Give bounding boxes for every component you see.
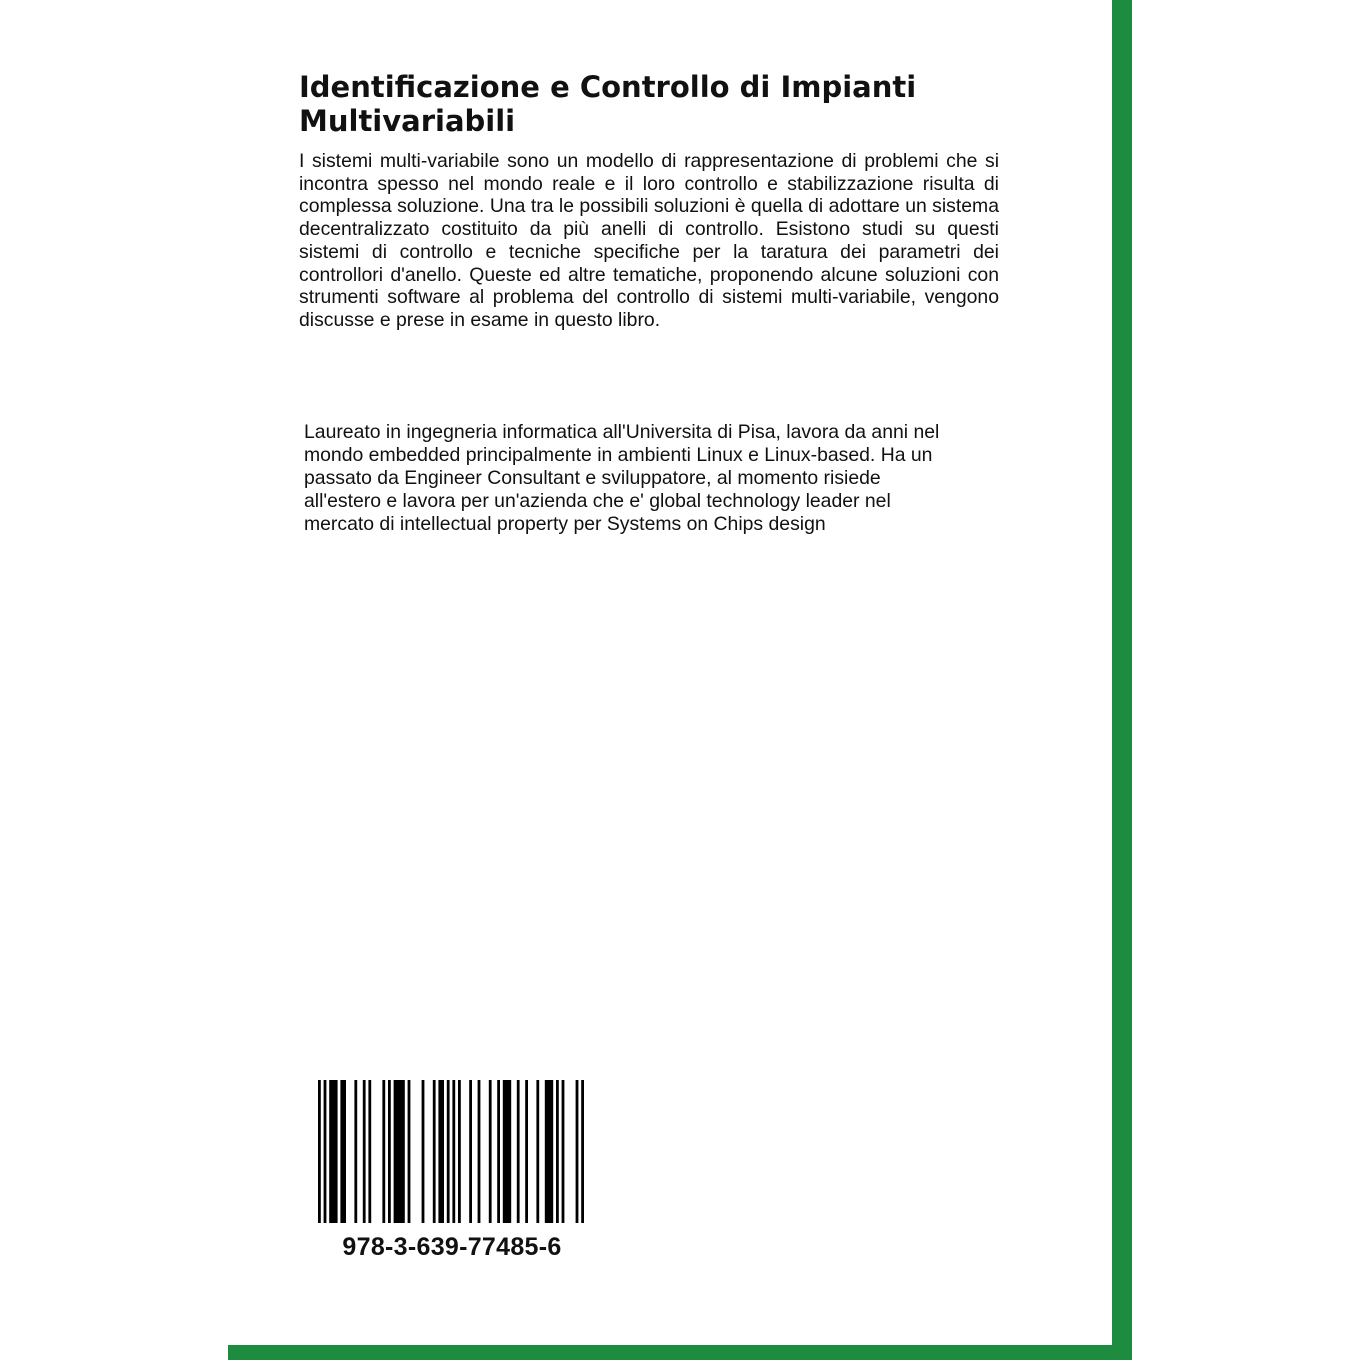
- barcode-bar: [382, 1080, 385, 1223]
- author-bio-line: passato da Engineer Consultant e sviluppatore, al momento risiede: [304, 467, 881, 489]
- author-bio-line: mercato di intellectual property per Systems on Chips design: [304, 513, 826, 535]
- barcode-bar: [452, 1080, 455, 1223]
- book-title: Identificazione e Controllo di Impianti Multivariabili: [299, 70, 917, 138]
- isbn-number: 978-3-639-77485-6: [342, 1233, 562, 1261]
- barcode-bar: [408, 1080, 411, 1223]
- author-bio-line: Laureato in ingegneria informatica all'Universita di Pisa, lavora da anni nel: [304, 421, 940, 443]
- barcode-bar: [556, 1080, 559, 1223]
- author-bio: [304, 421, 994, 536]
- barcode-bar: [368, 1080, 371, 1223]
- barcode-bar: [576, 1080, 579, 1223]
- barcode-bar: [497, 1080, 500, 1223]
- barcode-bar: [525, 1080, 528, 1223]
- barcode-bar: [447, 1080, 450, 1223]
- book-description: I sistemi multi-variabile sono un modello di rappresentazione di problemi che si incontra spesso nel mondo reale e il loro controllo e stabilizzazione risulta di complessa soluzione. Una tra le possibili soluzioni è quella di adottare un sistema decentralizzato costituito da più anelli di controllo. Esistono studi su questi sistemi di controllo e tecniche specifiche per la taratura dei parametri dei controllori d'anello. Queste ed altre tematiche, proponendo alcune soluzioni con strumenti software al problema del controllo di sistemi multi-variabile, vengono discusse e prese in esame in questo libro.: [299, 150, 999, 331]
- barcode-bar: [422, 1080, 425, 1223]
- barcode-bar: [329, 1080, 337, 1223]
- barcode-bar: [354, 1080, 357, 1223]
- barcode-bar: [503, 1080, 511, 1223]
- barcode-bar: [478, 1080, 481, 1223]
- barcode-bar: [318, 1080, 321, 1223]
- barcode-bar: [388, 1080, 391, 1223]
- barcode-bar: [324, 1080, 327, 1223]
- barcode-bar: [433, 1080, 436, 1223]
- barcode-bar: [536, 1080, 539, 1223]
- barcode-bar: [469, 1080, 472, 1223]
- green-border-right: [1112, 0, 1132, 1360]
- isbn-barcode: [318, 1080, 584, 1223]
- barcode-bar: [458, 1080, 461, 1223]
- author-bio-line: all'estero e lavora per un'azienda che e' global technology leader nel: [304, 490, 891, 512]
- author-bio-line: mondo embedded principalmente in ambienti Linux e Linux-based. Ha un: [304, 444, 933, 466]
- barcode-bar: [438, 1080, 444, 1223]
- green-border-bottom: [228, 1345, 1132, 1360]
- barcode-bar: [363, 1080, 366, 1223]
- barcode-bar: [394, 1080, 405, 1223]
- barcode-bar: [340, 1080, 346, 1223]
- barcode-bar: [517, 1080, 520, 1223]
- barcode-bar: [562, 1080, 565, 1223]
- barcode-bar: [489, 1080, 492, 1223]
- barcode-bar: [581, 1080, 584, 1223]
- barcode-bar: [545, 1080, 553, 1223]
